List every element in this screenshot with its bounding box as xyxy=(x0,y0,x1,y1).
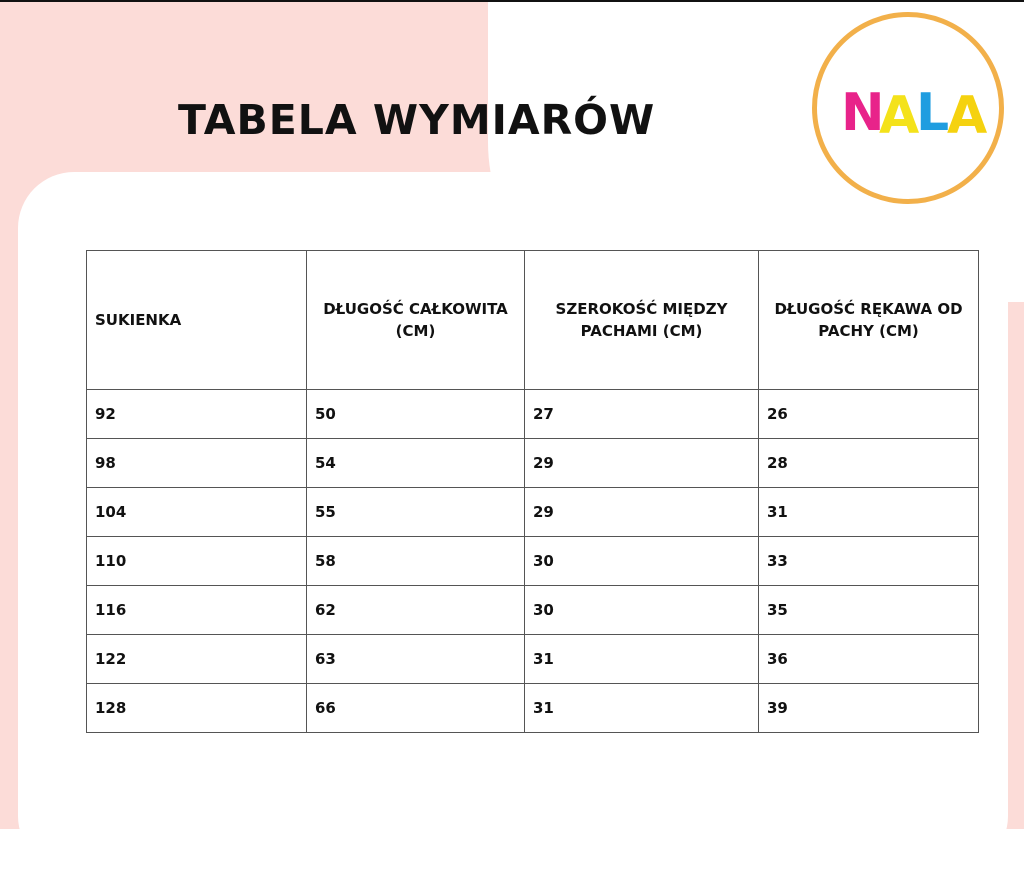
cell-chest-width: 30 xyxy=(525,537,759,586)
cell-total-length: 66 xyxy=(307,684,525,733)
logo-letter-a: A xyxy=(879,86,920,146)
table-row xyxy=(87,537,979,586)
table-row xyxy=(87,586,979,635)
cell-sleeve-length: 28 xyxy=(759,439,979,488)
header-dlugosc-calkowita: DŁUGOŚĆ CAŁKOWITA (CM) xyxy=(307,251,525,390)
cell-sleeve-length: 36 xyxy=(759,635,979,684)
cell-total-length: 55 xyxy=(307,488,525,537)
logo-letter-n: N xyxy=(841,83,885,143)
cell-total-length: 63 xyxy=(307,635,525,684)
page-title: TABELA WYMIARÓW xyxy=(178,96,656,144)
cell-chest-width: 31 xyxy=(525,635,759,684)
cell-size: 122 xyxy=(87,635,307,684)
cell-sleeve-length: 26 xyxy=(759,390,979,439)
cell-total-length: 62 xyxy=(307,586,525,635)
cell-sleeve-length: 31 xyxy=(759,488,979,537)
cell-chest-width: 29 xyxy=(525,439,759,488)
cell-size: 92 xyxy=(87,390,307,439)
cell-size: 110 xyxy=(87,537,307,586)
cell-size: 98 xyxy=(87,439,307,488)
cell-sleeve-length: 33 xyxy=(759,537,979,586)
cell-total-length: 54 xyxy=(307,439,525,488)
logo-letter-a2: A xyxy=(947,86,988,146)
cell-chest-width: 29 xyxy=(525,488,759,537)
cell-size: 128 xyxy=(87,684,307,733)
nala-logo-icon xyxy=(817,17,999,199)
cell-chest-width: 30 xyxy=(525,586,759,635)
table-row xyxy=(87,684,979,733)
table-row xyxy=(87,390,979,439)
cell-chest-width: 27 xyxy=(525,390,759,439)
cell-sleeve-length: 35 xyxy=(759,586,979,635)
cell-sleeve-length: 39 xyxy=(759,684,979,733)
logo-letter-l: L xyxy=(916,83,950,143)
cell-total-length: 58 xyxy=(307,537,525,586)
nala-logo xyxy=(812,12,1004,204)
table-header-row xyxy=(87,251,979,390)
cell-size: 104 xyxy=(87,488,307,537)
header-dlugosc-rekawa: DŁUGOŚĆ RĘKAWA OD PACHY (CM) xyxy=(759,251,979,390)
cell-total-length: 50 xyxy=(307,390,525,439)
header-sukienka: SUKIENKA xyxy=(87,251,307,390)
cell-size: 116 xyxy=(87,586,307,635)
cell-chest-width: 31 xyxy=(525,684,759,733)
table-row xyxy=(87,439,979,488)
size-table xyxy=(86,250,979,733)
table-row xyxy=(87,488,979,537)
table-row xyxy=(87,635,979,684)
header-szerokosc-miedzy-pachami: SZEROKOŚĆ MIĘDZY PACHAMI (CM) xyxy=(525,251,759,390)
